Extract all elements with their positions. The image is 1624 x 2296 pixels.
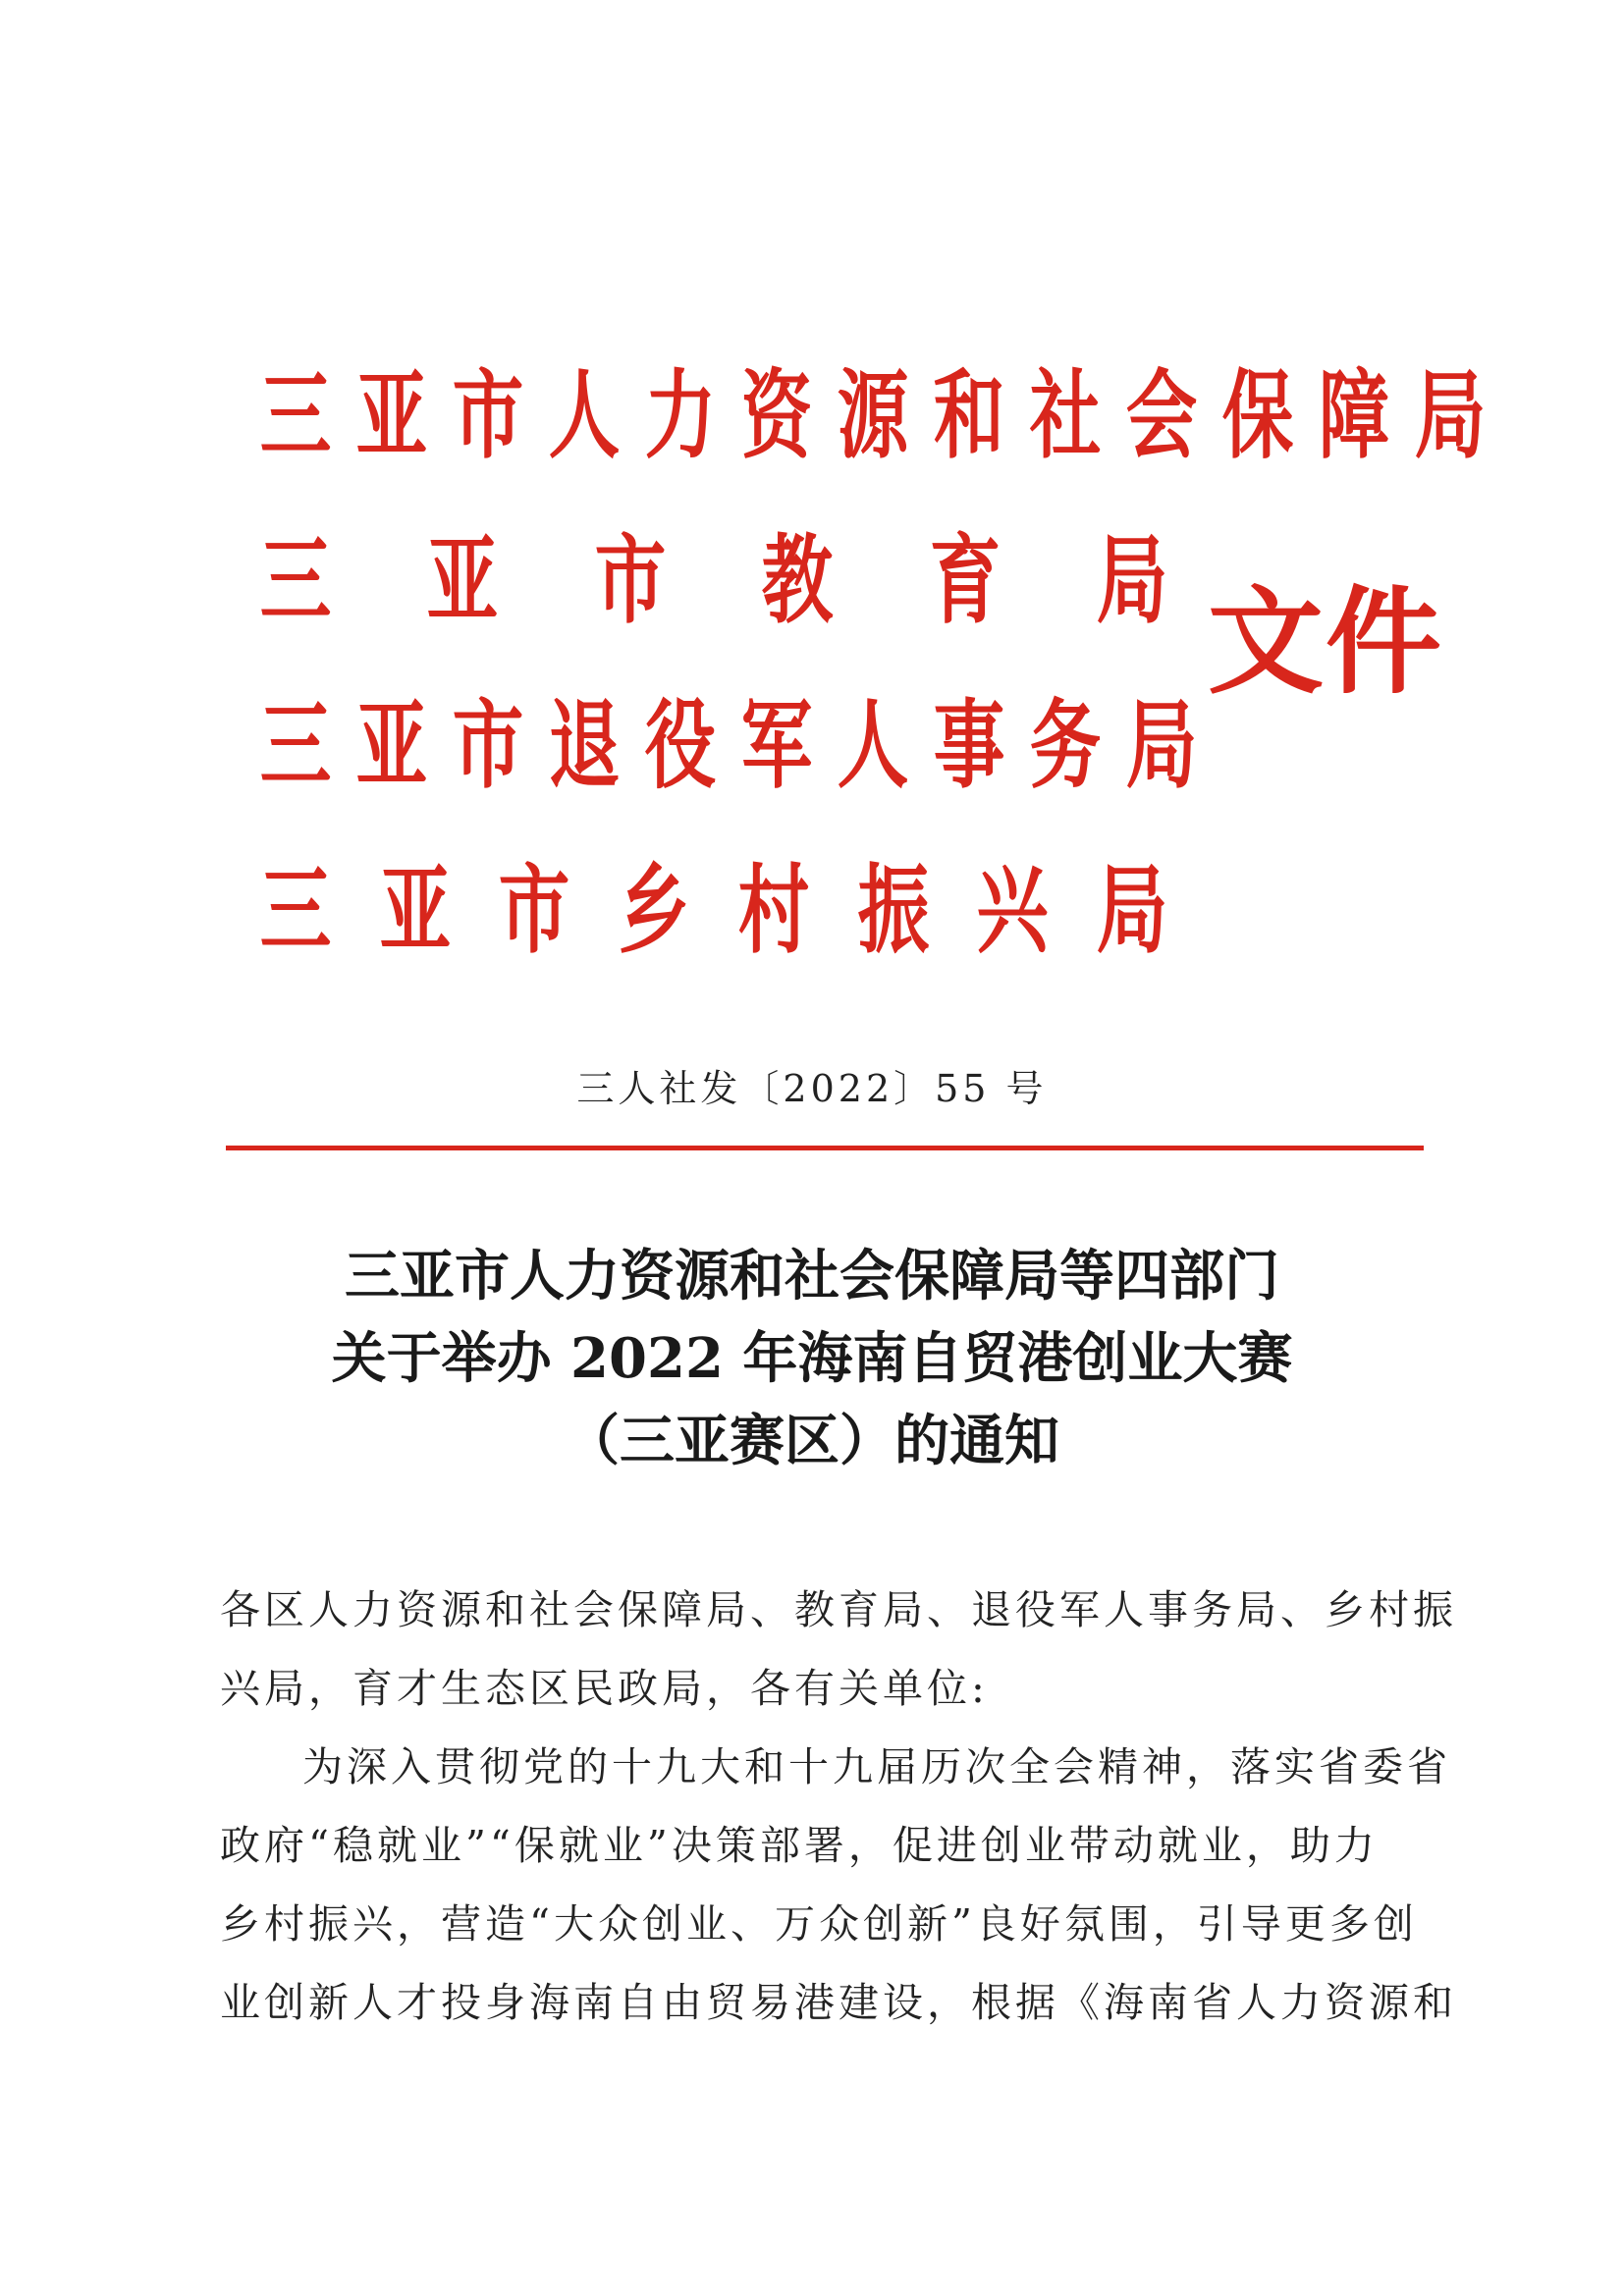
notice-title xyxy=(196,1235,1428,1482)
issuer-char: 退 xyxy=(548,689,621,802)
issuer-char: 三 xyxy=(259,524,332,637)
issuer-char: 乡 xyxy=(618,854,690,967)
issuer-char: 村 xyxy=(737,854,810,967)
issuer-char: 事 xyxy=(933,689,1005,802)
issuer-char: 亚 xyxy=(379,854,451,967)
issuer-char: 人 xyxy=(837,689,909,802)
issuer-char: 育 xyxy=(929,524,1001,637)
issuer-line-1 xyxy=(247,334,1487,499)
issuer-char: 资 xyxy=(740,359,813,472)
issuer-char: 三 xyxy=(259,854,332,967)
red-divider xyxy=(226,1146,1424,1150)
issuer-char: 保 xyxy=(1221,359,1294,472)
issuer-char: 局 xyxy=(1414,359,1487,472)
issuer-char: 亚 xyxy=(355,359,428,472)
issuer-char: 教 xyxy=(761,524,834,637)
issuer-char: 局 xyxy=(1096,524,1168,637)
issuer-char: 市 xyxy=(594,524,667,637)
issuer-char: 市 xyxy=(452,689,524,802)
notice-body xyxy=(220,1571,1457,2042)
issuer-char: 局 xyxy=(1096,854,1168,967)
issuer-char: 市 xyxy=(452,359,524,472)
issuer-char: 亚 xyxy=(427,524,499,637)
document-number: 三人社发〔2022〕55 号 xyxy=(576,1067,1048,1110)
issuer-char: 源 xyxy=(837,359,909,472)
document-mark: 文件 xyxy=(1208,573,1444,710)
issuer-char: 兴 xyxy=(976,854,1049,967)
issuer-line-2 xyxy=(247,499,1180,664)
issuer-char: 会 xyxy=(1125,359,1198,472)
issuer-char: 力 xyxy=(644,359,717,472)
issuer-char: 三 xyxy=(259,359,332,472)
issuer-char: 和 xyxy=(933,359,1005,472)
issuer-line-4 xyxy=(247,828,1180,993)
body-line: 各区人力资源和社会保障局、教育局、退役军人事务局、乡村振 xyxy=(220,1586,1457,1633)
issuer-char: 三 xyxy=(259,689,332,802)
title-line-2: 关于举办 2022 年海南自贸港创业大赛 xyxy=(331,1326,1293,1391)
issuer-char: 市 xyxy=(499,854,570,967)
body-line: 业创新人才投身海南自由贸易港建设，根据《海南省人力资源和 xyxy=(220,1979,1457,2026)
issuer-char: 役 xyxy=(644,689,717,802)
body-line: 为深入贯彻党的十九大和十九届历次全会精神，落实省委省 xyxy=(302,1743,1451,1790)
title-line-3: （三亚赛区）的通知 xyxy=(565,1409,1059,1473)
issuer-char: 务 xyxy=(1029,689,1102,802)
issuer-char: 人 xyxy=(548,359,621,472)
issuer-char: 振 xyxy=(857,854,929,967)
issuer-line-3 xyxy=(247,664,1198,828)
body-line: 政府“稳就业”“保就业”决策部署，促进创业带动就业，助力 xyxy=(220,1822,1379,1869)
issuer-char: 局 xyxy=(1125,689,1198,802)
body-line: 乡村振兴，营造“大众创业、万众创新”良好氛围，引导更多创 xyxy=(220,1900,1418,1948)
issuer-char: 障 xyxy=(1318,359,1390,472)
title-line-1: 三亚市人力资源和社会保障局等四部门 xyxy=(345,1244,1279,1308)
issuer-char: 亚 xyxy=(355,689,428,802)
issuer-char: 社 xyxy=(1029,359,1102,472)
issuer-char: 军 xyxy=(740,689,813,802)
body-line: 兴局，育才生态区民政局，各有关单位: xyxy=(220,1665,989,1712)
